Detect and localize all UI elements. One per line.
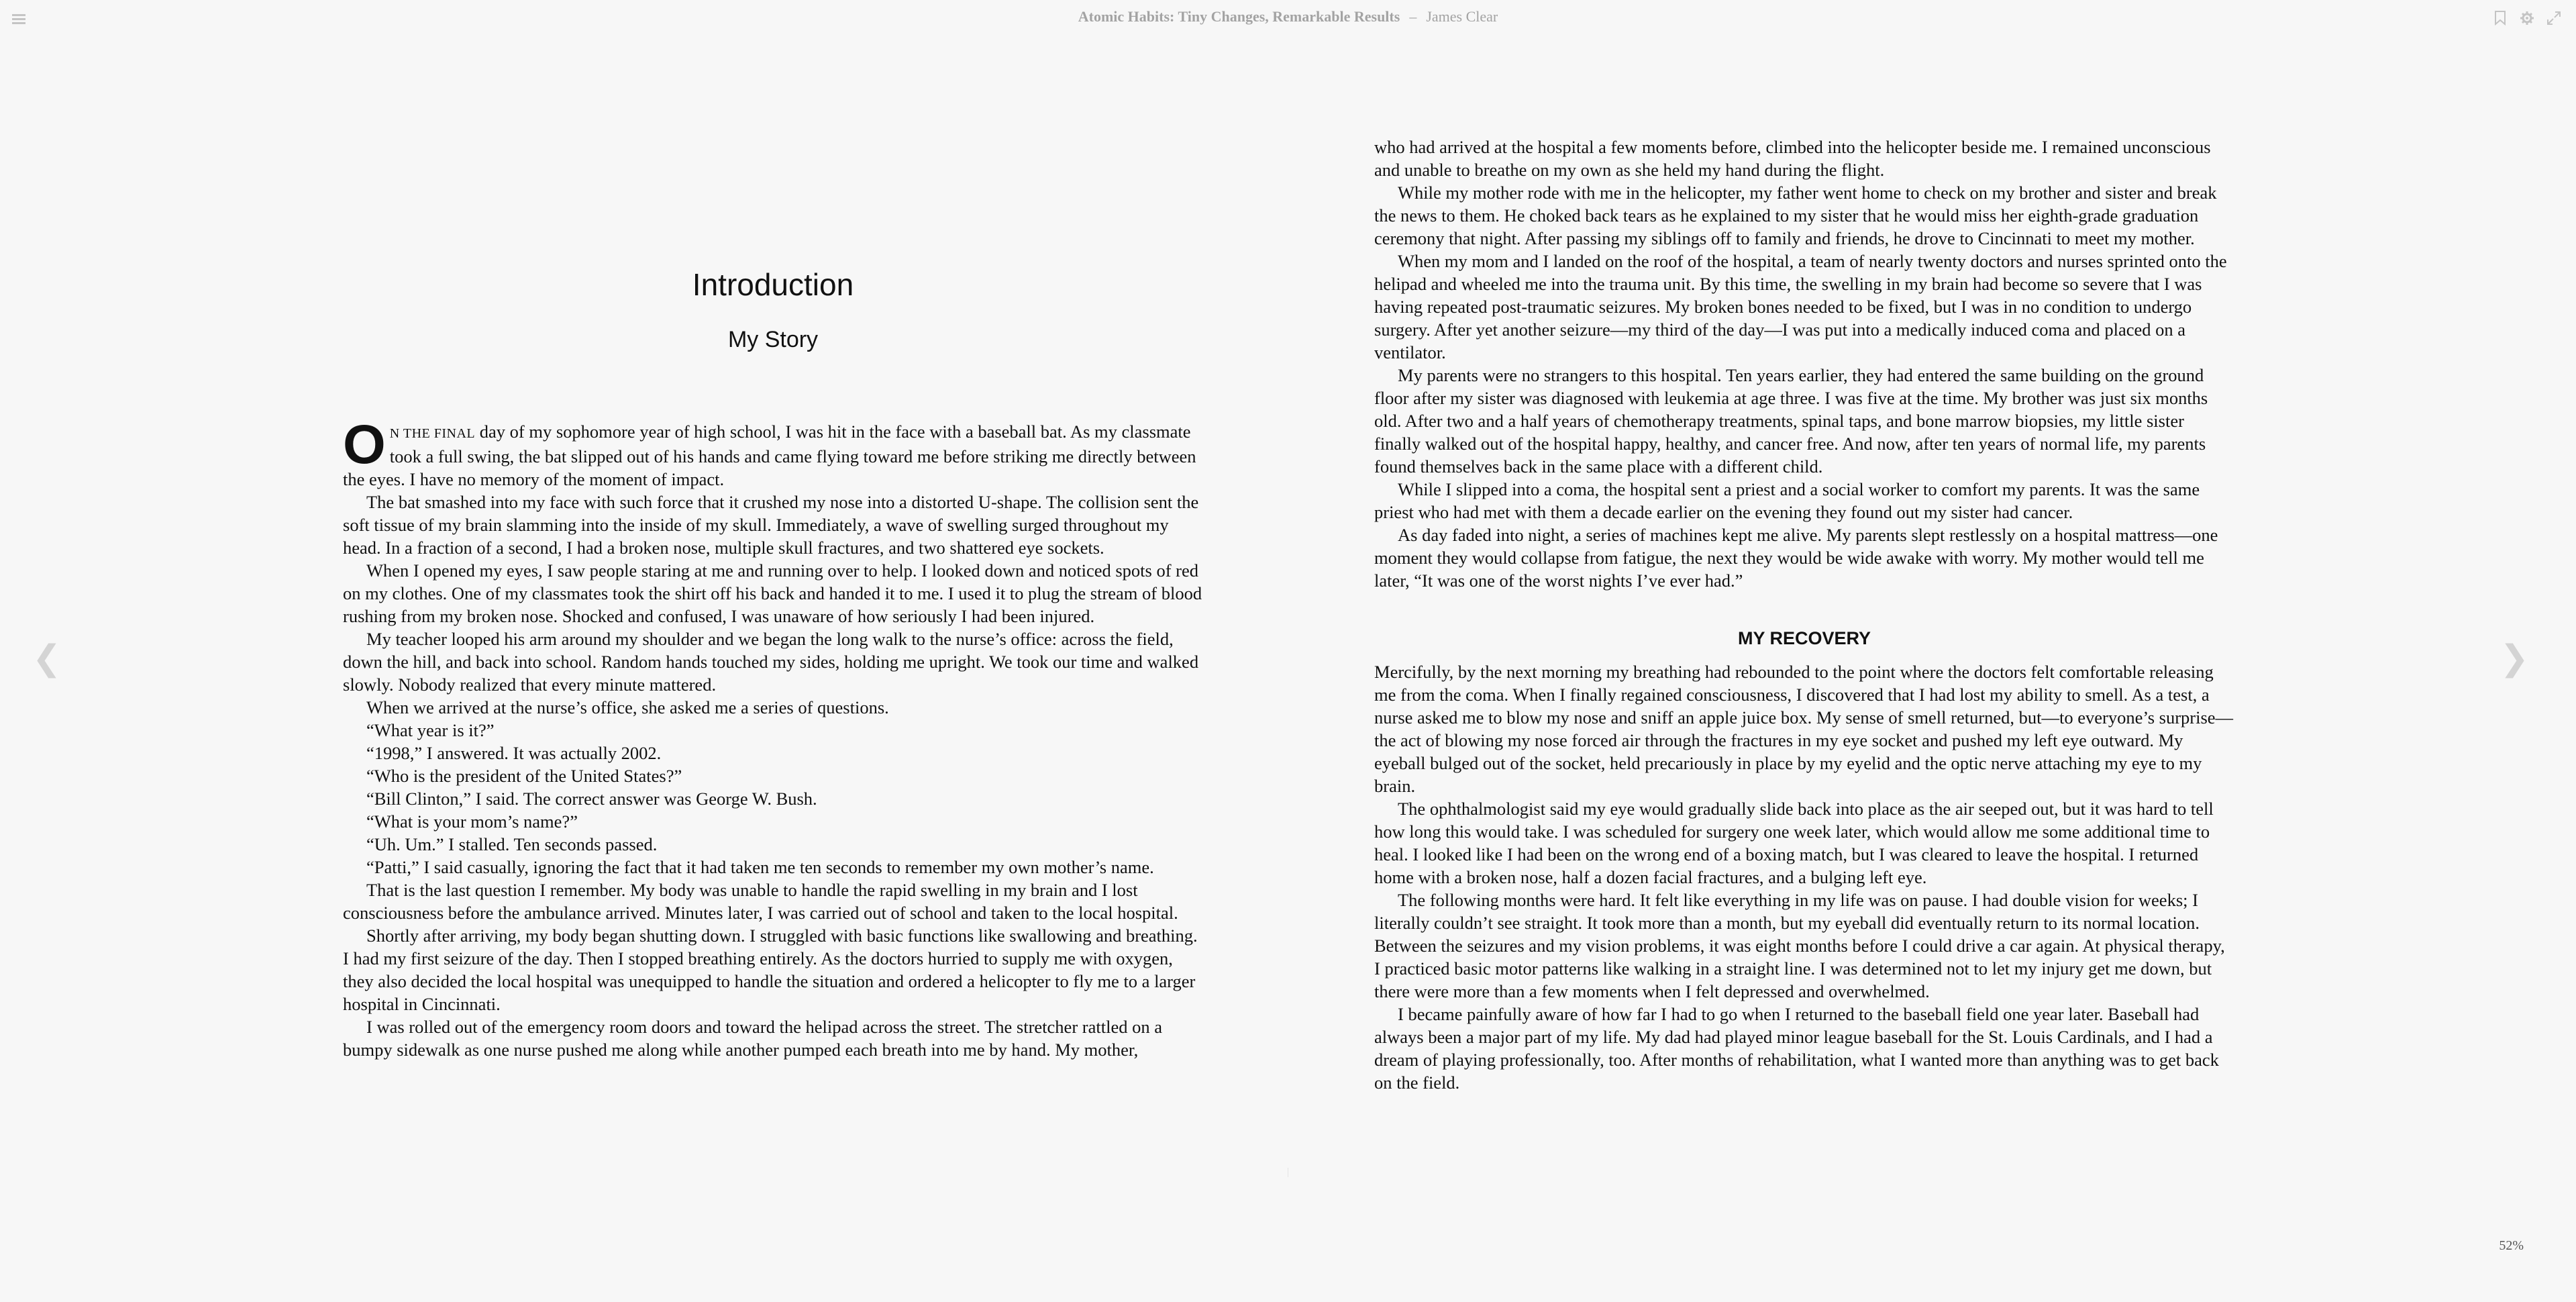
left-page xyxy=(343,60,1203,1061)
dropcap-letter: O xyxy=(343,414,386,475)
paragraph: “Patti,” I said casually, ignoring the fact that it had taken me ten seconds to remember my own mother’s name. xyxy=(366,857,1154,877)
paragraph: “Who is the president of the United States?” xyxy=(366,766,682,786)
paragraph: My teacher looped his arm around my shoulder and we began the long walk to the nurse’s office: across the field, down the hill, and back into school. Random hands touched my sides, holding me upright. We took our time and walked slowly. Nobody realized that every minute mattered. xyxy=(343,629,1199,695)
paragraph: That is the last question I remember. My body was unable to handle the rapid swelling in my brain and I lost consciousness before the ambulance arrived. Minutes later, I was carried out of school and taken to the local hospital. xyxy=(343,880,1178,923)
paragraph: “What year is it?” xyxy=(366,720,495,740)
previous-page-arrow[interactable]: ❮ xyxy=(32,638,62,679)
right-page xyxy=(1374,136,2234,1094)
paragraph: The ophthalmologist said my eye would gradually slide back into place as the air seeped out, but it was hard to tell how long this would take. I was scheduled for surgery one week later, which would allow me some additional time to heal. I looked like I had been on the wrong end of a boxing match, but I was cleared to leave the hospital. I returned home with a broken nose, half a dozen facial fractures, and a bulging left eye. xyxy=(1374,799,2214,887)
chapter-title: Introduction xyxy=(692,267,854,302)
paragraph: The following months were hard. It felt like everything in my life was on pause. I had double vision for weeks; I literally couldn’t see straight. It took more than a month, but my eyeball did eventually return to its normal location. Between the seizures and my vision problems, it was eight months before I could drive a car again. At physical therapy, I practiced basic motor patterns like walking in a straight line. I was determined not to let my injury get me down, but there were more than a few moments when I felt depressed and overwhelmed. xyxy=(1374,890,2225,1001)
top-right-icons xyxy=(2493,11,2561,26)
paragraph: I was rolled out of the emergency room doors and toward the helipad across the street. The stretcher rattled on a bumpy sidewalk as one nurse pushed me along while another pumped each breath into me by hand. My mother, xyxy=(343,1017,1162,1060)
paragraph-text: day of my sophomore year of high school, I was hit in the face with a baseball bat. As my classmate took a full swing, the bat slipped out of his hands and came flying toward me before striking me directly between the eyes. I have no memory of the moment of impact. xyxy=(343,421,1196,489)
section-heading: MY RECOVERY xyxy=(1737,628,1871,648)
gear-icon[interactable] xyxy=(2520,11,2534,26)
paragraph: “1998,” I answered. It was actually 2002. xyxy=(366,743,662,763)
paragraph: “Bill Clinton,” I said. The correct answer was George W. Bush. xyxy=(366,789,817,809)
paragraph: Shortly after arriving, my body began shutting down. I struggled with basic functions like swallowing and breathing. I had my first seizure of the day. Then I stopped breathing entirely. As the doctors hurried to supply me with oxygen, they also decided the local hospital was unequipped to handle the situation and ordered a helicopter to fly me to a larger hospital in Cincinnati. xyxy=(343,925,1198,1014)
paragraph: The bat smashed into my face with such force that it crushed my nose into a distorted U-shape. The collision sent the soft tissue of my brain slamming into the inside of my skull. Immediately, a wave of swelling surged throughout my head. In a fraction of a second, I had a broken nose, multiple skull fractures, and two shattered eye sockets. xyxy=(343,492,1199,558)
paragraph: When we arrived at the nurse’s office, she asked me a series of questions. xyxy=(366,697,889,717)
paragraph: who had arrived at the hospital a few moments before, climbed into the helicopter beside me. I remained unconscious and unable to breathe on my own as she held my hand during the flight. xyxy=(1374,137,2211,180)
book-title-line xyxy=(0,8,2576,26)
bookmark-icon[interactable] xyxy=(2493,11,2508,26)
paragraph: “Uh. Um.” I stalled. Ten seconds passed. xyxy=(366,834,658,854)
paragraph: Mercifully, by the next morning my breathing had rebounded to the point where the doctors felt comfortable releasing me from the coma. When I finally regained consciousness, I discovered that I had lost my ability to smell. As a test, a nurse asked me to blow my nose and sniff an apple juice box. My sense of smell returned, but—to everyone’s surprise—the act of blowing my nose forced air through the fractures in my eye socket and pushed my left eye outward. My eyeball bulged out of the socket, held precariously in place by my eyelid and the optic nerve attaching my eye to my brain. xyxy=(1374,662,2234,796)
paragraph: While I slipped into a coma, the hospital sent a priest and a social worker to comfort my parents. It was the same priest who had met with them a decade earlier on the evening they found out my sister had cancer. xyxy=(1374,479,2200,522)
fullscreen-icon[interactable] xyxy=(2546,11,2561,26)
paragraph: As day faded into night, a series of machines kept me alive. My parents slept restlessly on a hospital mattress—one moment they would collapse from fatigue, the next they would be wide awake with worry. My mother would tell me later, “It was one of the worst nights I’ve ever had.” xyxy=(1374,525,2218,591)
chapter-subtitle: My Story xyxy=(727,327,819,352)
next-page-arrow[interactable]: ❯ xyxy=(2500,638,2529,679)
opening-smallcaps: N THE FINAL xyxy=(389,426,476,441)
paragraph xyxy=(343,414,1203,491)
reading-progress: 52% xyxy=(2499,1238,2524,1253)
book-title: Atomic Habits: Tiny Changes, Remarkable Results xyxy=(1078,8,1400,25)
paragraph: My parents were no strangers to this hospital. Ten years earlier, they had entered the same building on the ground floor after my sister was diagnosed with leukemia at age three. I was five at the time. My brother was just six months old. After two and a half years of chemotherapy treatments, spinal taps, and bone marrow biopsies, my little sister finally walked out of the hospital happy, healthy, and cancer free. And now, after ten years of normal life, my parents found themselves back in the same place with a different child. xyxy=(1374,365,2208,477)
book-author: James Clear xyxy=(1426,8,1498,25)
reader-top-bar xyxy=(0,0,2576,40)
title-separator: – xyxy=(1409,8,1417,25)
paragraph: When I opened my eyes, I saw people staring at me and running over to help. I looked down and noticed spots of red on my clothes. One of my classmates took the shirt off his back and handed it to me. I used it to plug the stream of blood rushing from my broken nose. Shocked and confused, I was unaware of how seriously I had been injured. xyxy=(343,560,1202,626)
paragraph: When my mom and I landed on the roof of the hospital, a team of nearly twenty doctors and nurses sprinted onto the helipad and wheeled me into the trauma unit. By this time, the swelling in my brain had become so severe that I was having repeated post-traumatic seizures. My broken bones needed to be fixed, but I was in no condition to undergo surgery. After yet another seizure—my third of the day—I was put into a medically induced coma and placed on a ventilator. xyxy=(1374,251,2227,362)
paragraph: While my mother rode with me in the helicopter, my father went home to check on my brother and sister and break the news to them. He choked back tears as he explained to my sister that he would miss her eighth-grade graduation ceremony that night. After passing my siblings off to family and friends, he drove to Cincinnati to meet my mother. xyxy=(1374,183,2217,248)
paragraph: I became painfully aware of how far I had to go when I returned to the baseball field one year later. Baseball had always been a major part of my life. My dad had played minor league baseball for the St. Louis Cardinals, and I had a dream of playing professionally, too. After months of rehabilitation, what I wanted more than anything was to get back on the field. xyxy=(1374,1004,2219,1093)
paragraph: “What is your mom’s name?” xyxy=(366,811,578,832)
